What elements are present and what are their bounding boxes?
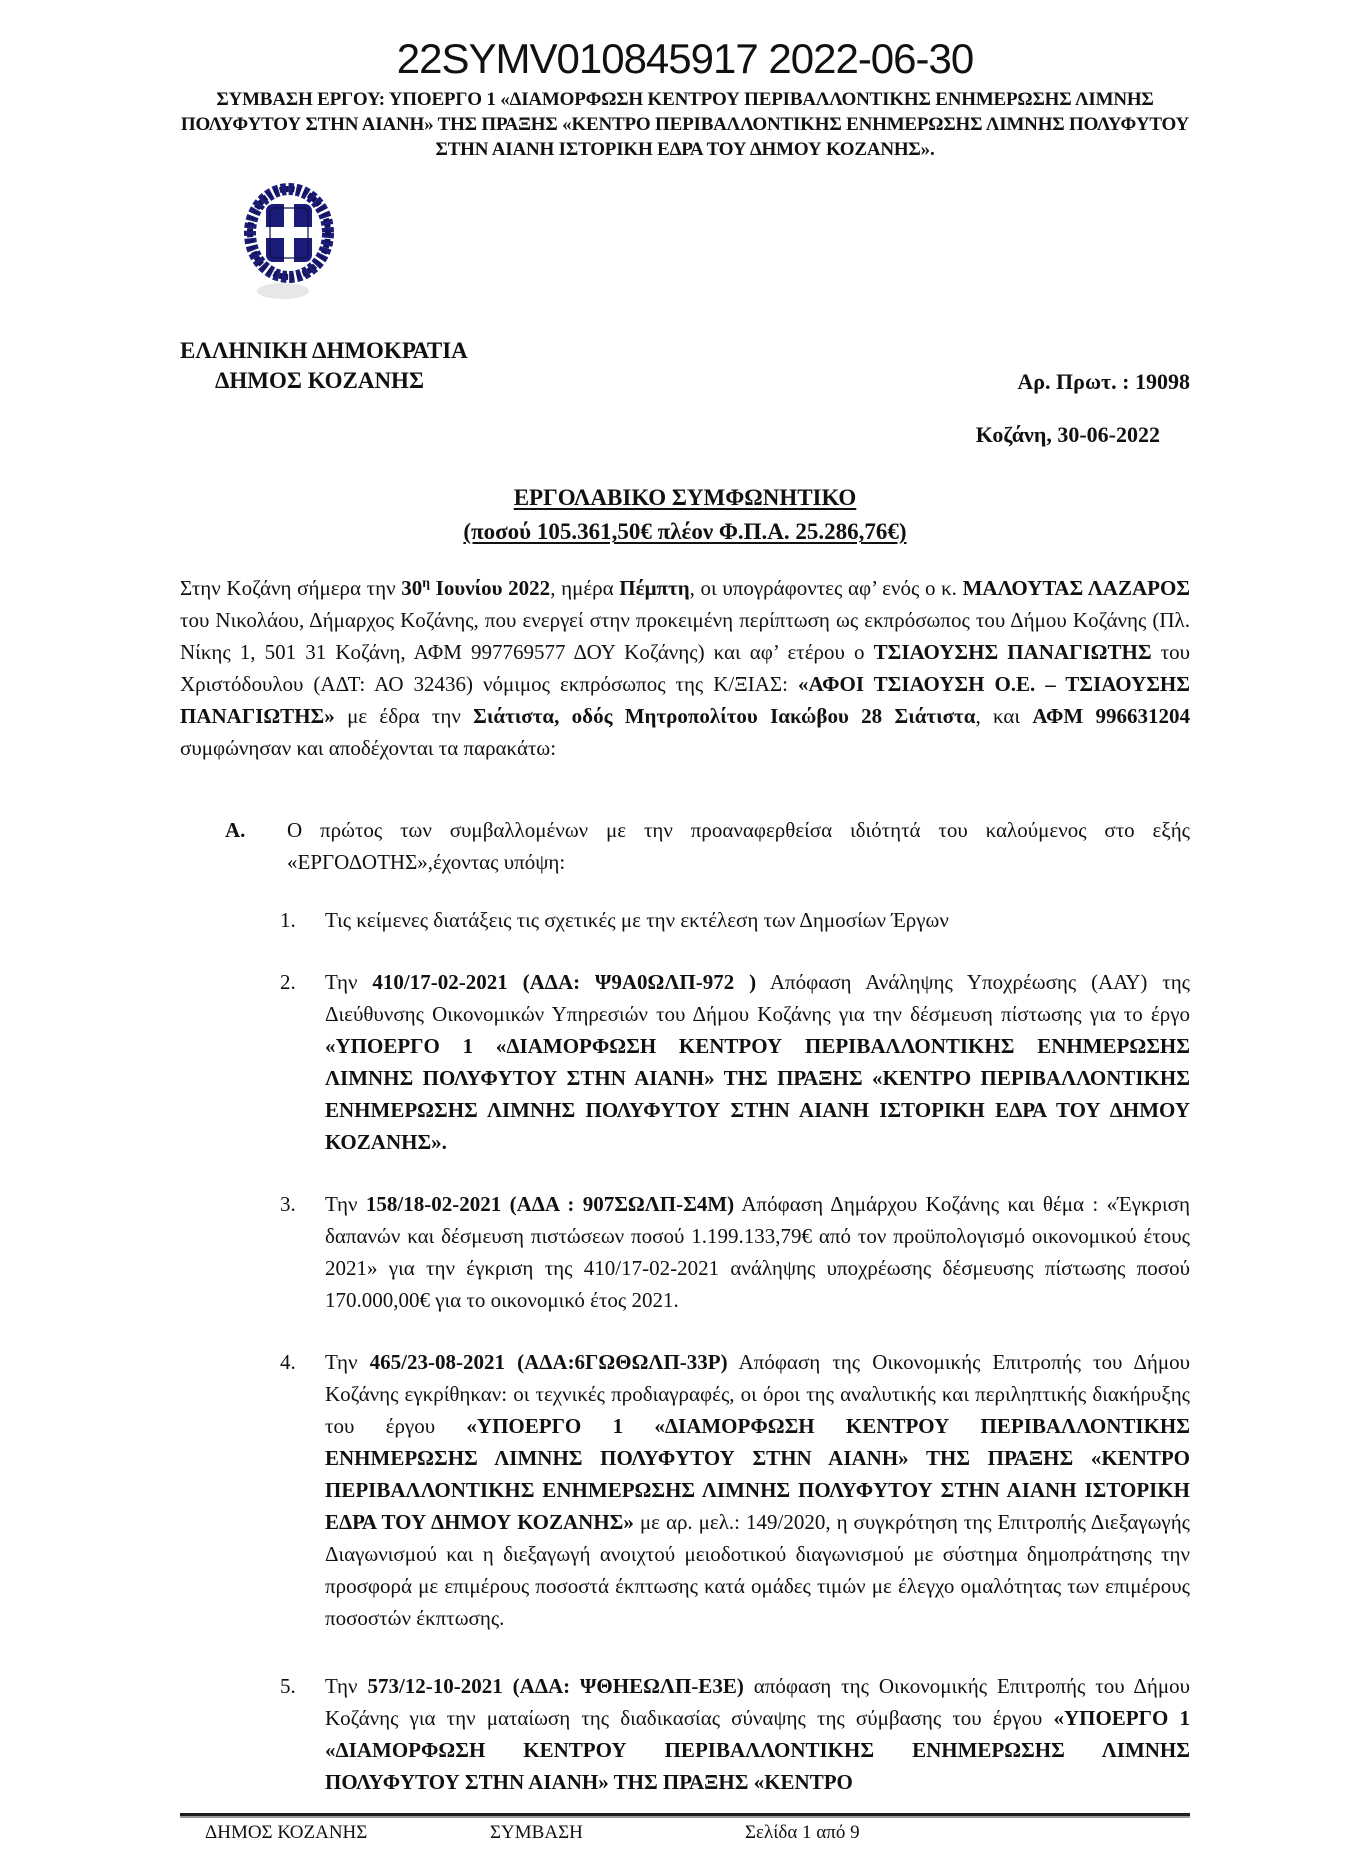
letterhead-row: [180, 336, 1190, 396]
list-item-5-text: Την 573/12-10-2021 (ΑΔΑ: ΨΘΗΕΩΛΠ-Ε3Ε) απόφαση της Οικονομικής Επιτροπής του Δήμου Κοζάνης για την ματαίωση της διαδικασίας σύναψης της σύμβασης του έργου «ΥΠΟΕΡΓΟ 1 «ΔΙΑΜΟΡΦΩΣΗ ΚΕΝΤΡΟΥ ΠΕΡΙΒΑΛΛΟΝΤΙΚΗΣ ΕΝΗΜΕΡΩΣΗΣ ΛΙΜΝΗΣ ΠΟΛΥΦΥΤΟΥ ΣΤΗΝ ΑΙΑΝΗ» ΤΗΣ ΠΡΑΞΗΣ «ΚΕΝΤΡΟ: [325, 1674, 1190, 1794]
list-item-3-text: Την 158/18-02-2021 (ΑΔΑ : 907ΣΩΛΠ-Σ4Μ) Απόφαση Δημάρχου Κοζάνης και θέμα : «Έγκριση δαπανών και δέσμευση πιστώσεων ποσού 1.199.133,79€ από τον προϋπολογισμό οικονομικού έτους 2021» για την έγκριση της 410/17-02-2021 ανάληψης υποχρέωσης δέσμευσης πίστωσης ποσού 170.000,00€ για το οικονομικό έτος 2021.: [325, 1192, 1190, 1312]
list-item-4-text: Την 465/23-08-2021 (ΑΔΑ:6ΓΩΘΩΛΠ-33Ρ) Απόφαση της Οικονομικής Επιτροπής του Δήμου Κοζάνης εγκρίθηκαν: οι τεχνικές προδιαγραφές, οι όροι της αναλυτικής και περιληπτικής διακήρυξης του έργου «ΥΠΟΕΡΓΟ 1 «ΔΙΑΜΟΡΦΩΣΗ ΚΕΝΤΡΟΥ ΠΕΡΙΒΑΛΛΟΝΤΙΚΗΣ ΕΝΗΜΕΡΩΣΗΣ ΛΙΜΝΗΣ ΠΟΛΥΦΥΤΟΥ ΣΤΗΝ ΑΙΑΝΗ» ΤΗΣ ΠΡΑΞΗΣ «ΚΕΝΤΡΟ ΠΕΡΙΒΑΛΛΟΝΤΙΚΗΣ ΕΝΗΜΕΡΩΣΗΣ ΛΙΜΝΗΣ ΠΟΛΥΦΥΤΟΥ ΣΤΗΝ ΑΙΑΝΗ ΙΣΤΟΡΙΚΗ ΕΔΡΑ ΤΟΥ ΔΗΜΟΥ ΚΟΖΑΝΗΣ» με αρ. μελ.: 149/2020, η συγκρότηση της Επιτροπής Διεξαγωγής Διαγωνισμού και η διεξαγωγή ανοιχτού μειοδοτικού διαγωνισμού με σύστημα δημοπράτησης την προσφορά με επιμέρους ποσοστά έκπτωσης κατά ομάδες τιμών με έλεγχο ομαλότητας των επιμέρους ποσοστών έκπτωσης.: [325, 1350, 1191, 1630]
intro-paragraph: Στην Κοζάνη σήμερα την $30^\eta$ Ιουνίου 2022, ημέρα Πέμπτη, οι υπογράφοντες αφ’ ενός ο κ. ΜΑΛΟΥΤΑΣ ΛΑΖΑΡΟΣ του Νικολάου, Δήμαρχος Κοζάνης, που ενεργεί στην προκειμένη περίπτωση ως εκπρόσωπος του Δήμου Κοζάνης (Πλ. Νίκης 1, 501 31 Κοζάνη, ΑΦΜ 997769577 ΔΟΥ Κοζάνης) και αφ’ ετέρου ο ΤΣΙΑΟΥΣΗΣ ΠΑΝΑΓΙΩΤΗΣ του Χριστόδουλου (ΑΔΤ: ΑΟ 32436) νόμιμος εκπρόσωπος της Κ/ΞΙΑΣ: «ΑΦΟΙ ΤΣΙΑΟΥΣΗ Ο.Ε. – ΤΣΙΑΟΥΣΗΣ ΠΑΝΑΓΙΩΤΗΣ» με έδρα την Σιάτιστα, οδός Μητροπολίτου Ιακώβου 28 Σιάτιστα, και ΑΦΜ 996631204 συμφώνησαν και αποδέχονται τα παρακάτω:: [180, 575, 1191, 760]
section-a-label: Α.: [225, 818, 246, 842]
list-item-2: [180, 966, 1190, 1158]
authority-line-2: ΔΗΜΟΣ ΚΟΖΑΝΗΣ: [215, 368, 424, 393]
agreement-title-block: [180, 482, 1190, 550]
list-item-4-number: 4.: [280, 1350, 296, 1374]
authority-block: [180, 336, 468, 396]
list-item-2-number: 2.: [280, 970, 296, 994]
protocol-number: Αρ. Πρωτ. : 19098: [1017, 369, 1190, 394]
list-item-4: [180, 1346, 1190, 1634]
document-id-title: 22SYMV010845917 2022-06-30: [396, 35, 974, 82]
section-a: [180, 814, 1190, 878]
place-date-line: Κοζάνη, 30-06-2022: [975, 422, 1160, 447]
footer-doc-type: ΣΥΜΒΑΣΗ: [490, 1822, 583, 1843]
agreement-amount-subtitle: (ποσού 105.361,50€ πλέον Φ.Π.Α. 25.286,76€): [463, 519, 907, 544]
list-item-1-number: 1.: [280, 908, 296, 932]
contract-subject-heading: ΣΥΜΒΑΣΗ ΕΡΓΟΥ: ΥΠΟΕΡΓΟ 1 «ΔΙΑΜΟΡΦΩΣΗ ΚΕΝΤΡΟΥ ΠΕΡΙΒΑΛΛΟΝΤΙΚΗΣ ΕΝΗΜΕΡΩΣΗΣ ΛΙΜΝΗΣ ΠΟΛΥΦΥΤΟΥ ΣΤΗΝ ΑΙΑΝΗ» ΤΗΣ ΠΡΑΞΗΣ «ΚΕΝΤΡΟ ΠΕΡΙΒΑΛΛΟΝΤΙΚΗΣ ΕΝΗΜΕΡΩΣΗΣ ΛΙΜΝΗΣ ΠΟΛΥΦΥΤΟΥ ΣΤΗΝ ΑΙΑΝΗ ΙΣΤΟΡΙΚΗ ΕΔΡΑ ΤΟΥ ΔΗΜΟΥ ΚΟΖΑΝΗΣ».: [180, 89, 1190, 160]
list-item-5: [180, 1670, 1190, 1798]
page-footer: [180, 1813, 1190, 1856]
footer-municipality: ΔΗΜΟΣ ΚΟΖΑΝΗΣ: [205, 1822, 368, 1843]
footer-row: [180, 1822, 1190, 1856]
section-a-text: Ο πρώτος των συμβαλλομένων με την προαναφερθείσα ιδιότητά του καλούμενος στο εξής «ΕΡΓΟΔΟΤΗΣ»,έχοντας υπόψη:: [287, 818, 1190, 874]
list-item-3-number: 3.: [280, 1192, 296, 1216]
considerations-list: [180, 904, 1190, 1798]
list-item-5-number: 5.: [280, 1674, 296, 1698]
greek-coat-of-arms-icon: [242, 178, 334, 302]
emblem-container: [180, 178, 1190, 308]
authority-line-1: ΕΛΛΗΝΙΚΗ ΔΗΜΟΚΡΑΤΙΑ: [180, 338, 468, 363]
list-item-1: [180, 904, 1190, 936]
footer-page-number: Σελίδα 1 από 9: [745, 1822, 860, 1843]
list-item-3: [180, 1188, 1190, 1316]
list-item-1-text: Τις κείμενες διατάξεις τις σχετικές με την εκτέλεση των Δημοσίων Έργων: [325, 908, 949, 932]
list-item-2-text: Την 410/17-02-2021 (ΑΔΑ: Ψ9Α0ΩΛΠ-972 ) Απόφαση Ανάληψης Υποχρέωσης (ΑΑΥ) της Διεύθυνσης Οικονομικών Υπηρεσιών του Δήμου Κοζάνης για την δέσμευση πίστωσης για το έργο «ΥΠΟΕΡΓΟ 1 «ΔΙΑΜΟΡΦΩΣΗ ΚΕΝΤΡΟΥ ΠΕΡΙΒΑΛΛΟΝΤΙΚΗΣ ΕΝΗΜΕΡΩΣΗΣ ΛΙΜΝΗΣ ΠΟΛΥΦΥΤΟΥ ΣΤΗΝ ΑΙΑΝΗ» ΤΗΣ ΠΡΑΞΗΣ «ΚΕΝΤΡΟ ΠΕΡΙΒΑΛΛΟΝΤΙΚΗΣ ΕΝΗΜΕΡΩΣΗΣ ΛΙΜΝΗΣ ΠΟΛΥΦΥΤΟΥ ΣΤΗΝ ΑΙΑΝΗ ΙΣΤΟΡΙΚΗ ΕΔΡΑ ΤΟΥ ΔΗΜΟΥ ΚΟΖΑΝΗΣ».: [325, 970, 1191, 1154]
agreement-title: ΕΡΓΟΛΑΒΙΚΟ ΣΥΜΦΩΝΗΤΙΚΟ: [513, 485, 857, 510]
